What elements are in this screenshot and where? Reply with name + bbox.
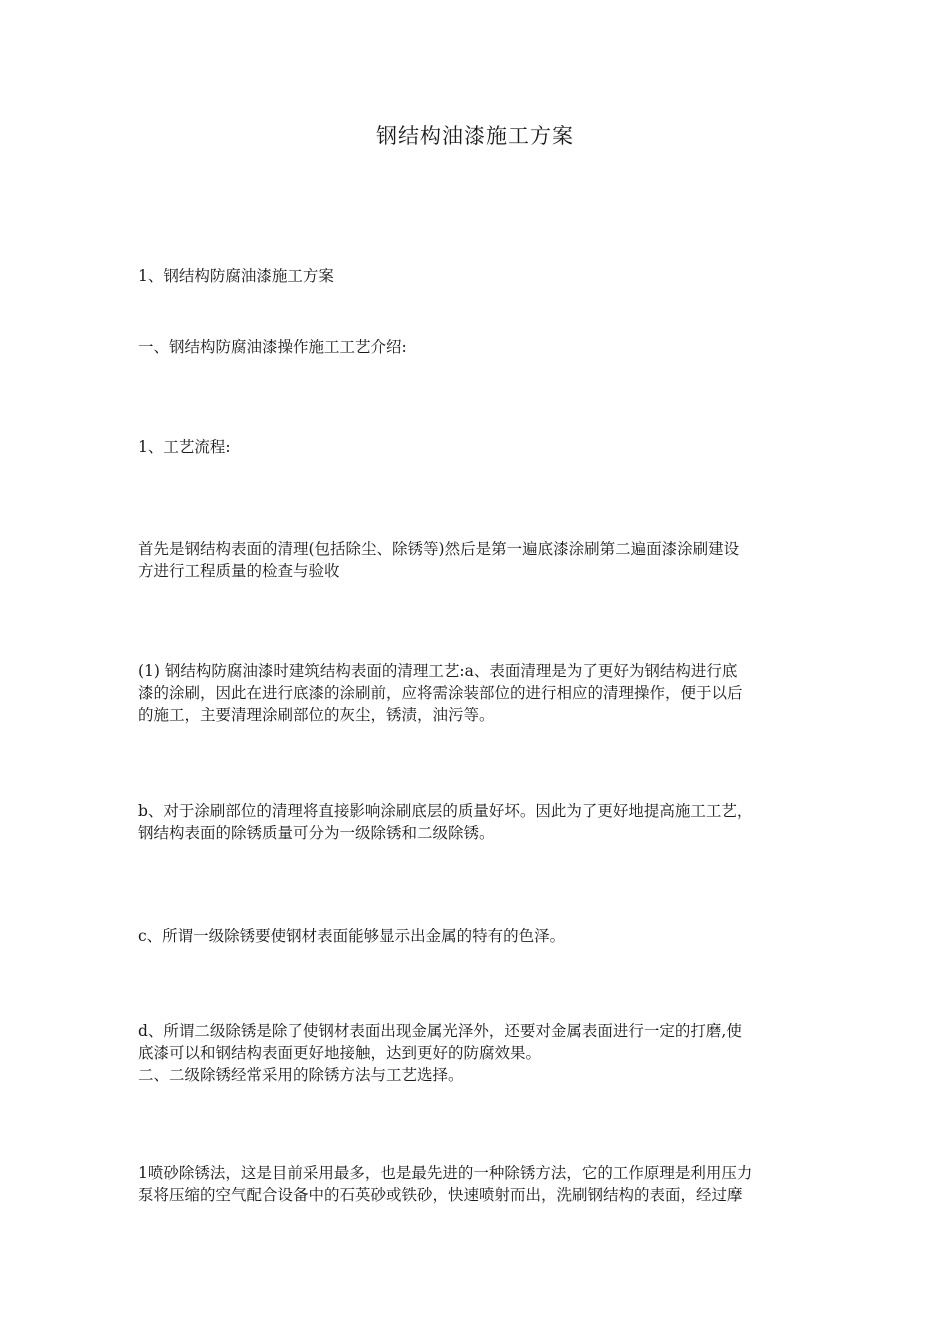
paragraph-part-1-heading [138,336,818,358]
text-line: 二、二级除锈经常采用的除锈方法与工艺选择。 [138,1066,464,1084]
text-line: 1、工艺流程: [138,438,231,456]
paragraph-process-flow [138,538,818,582]
paragraph-surface-cleaning [138,660,818,726]
text-line: 首先是钢结构表面的清理(包括除尘、除锈等)然后是第一遍底漆涂刷第二遍面漆涂刷建设 [138,540,740,558]
paragraph-section-1-heading [138,265,818,287]
paragraph-process-heading [138,436,818,458]
paragraph-sandblasting [138,1162,818,1206]
text-line: 漆的涂刷，因此在进行底漆的涂刷前，应将需涂装部位的进行相应的清理操作，便于以后 [138,684,743,702]
paragraph-item-d [138,1020,818,1086]
text-line: 钢结构表面的除锈质量可分为一级除锈和二级除锈。 [138,824,495,842]
text-line: 一、钢结构防腐油漆操作施工工艺介绍: [138,338,407,356]
paragraph-item-c [138,925,818,947]
text-line: 1喷砂除锈法，这是目前采用最多，也是最先进的一种除锈方法，它的工作原理是利用压力 [138,1164,753,1182]
text-line: (1) 钢结构防腐油漆时建筑结构表面的清理工艺:a、表面清理是为了更好为钢结构进行底 [138,662,738,680]
text-line: b、对于涂刷部位的清理将直接影响涂刷底层的质量好坏。因此为了更好地提高施工工艺， [138,802,753,820]
text-line: 的施工，主要清理涂刷部位的灰尘，锈渍，油污等。 [138,706,495,724]
text-line: 1、钢结构防腐油漆施工方案 [138,267,334,285]
text-line: c、所谓一级除锈要使钢材表面能够显示出金属的特有的色泽。 [138,927,566,945]
text-line: 泵将压缩的空气配合设备中的石英砂或铁砂，快速喷射而出，洗刷钢结构的表面，经过摩 [138,1186,743,1204]
text-line: d、所谓二级除锈是除了使钢材表面出现金属光泽外，还要对金属表面进行一定的打磨,使 [138,1022,742,1040]
paragraph-item-b [138,800,818,844]
document-title: 钢结构油漆施工方案 [376,124,574,148]
text-line: 底漆可以和钢结构表面更好地接触，达到更好的防腐效果。 [138,1044,542,1062]
text-line: 方进行工程质量的检查与验收 [138,562,340,580]
